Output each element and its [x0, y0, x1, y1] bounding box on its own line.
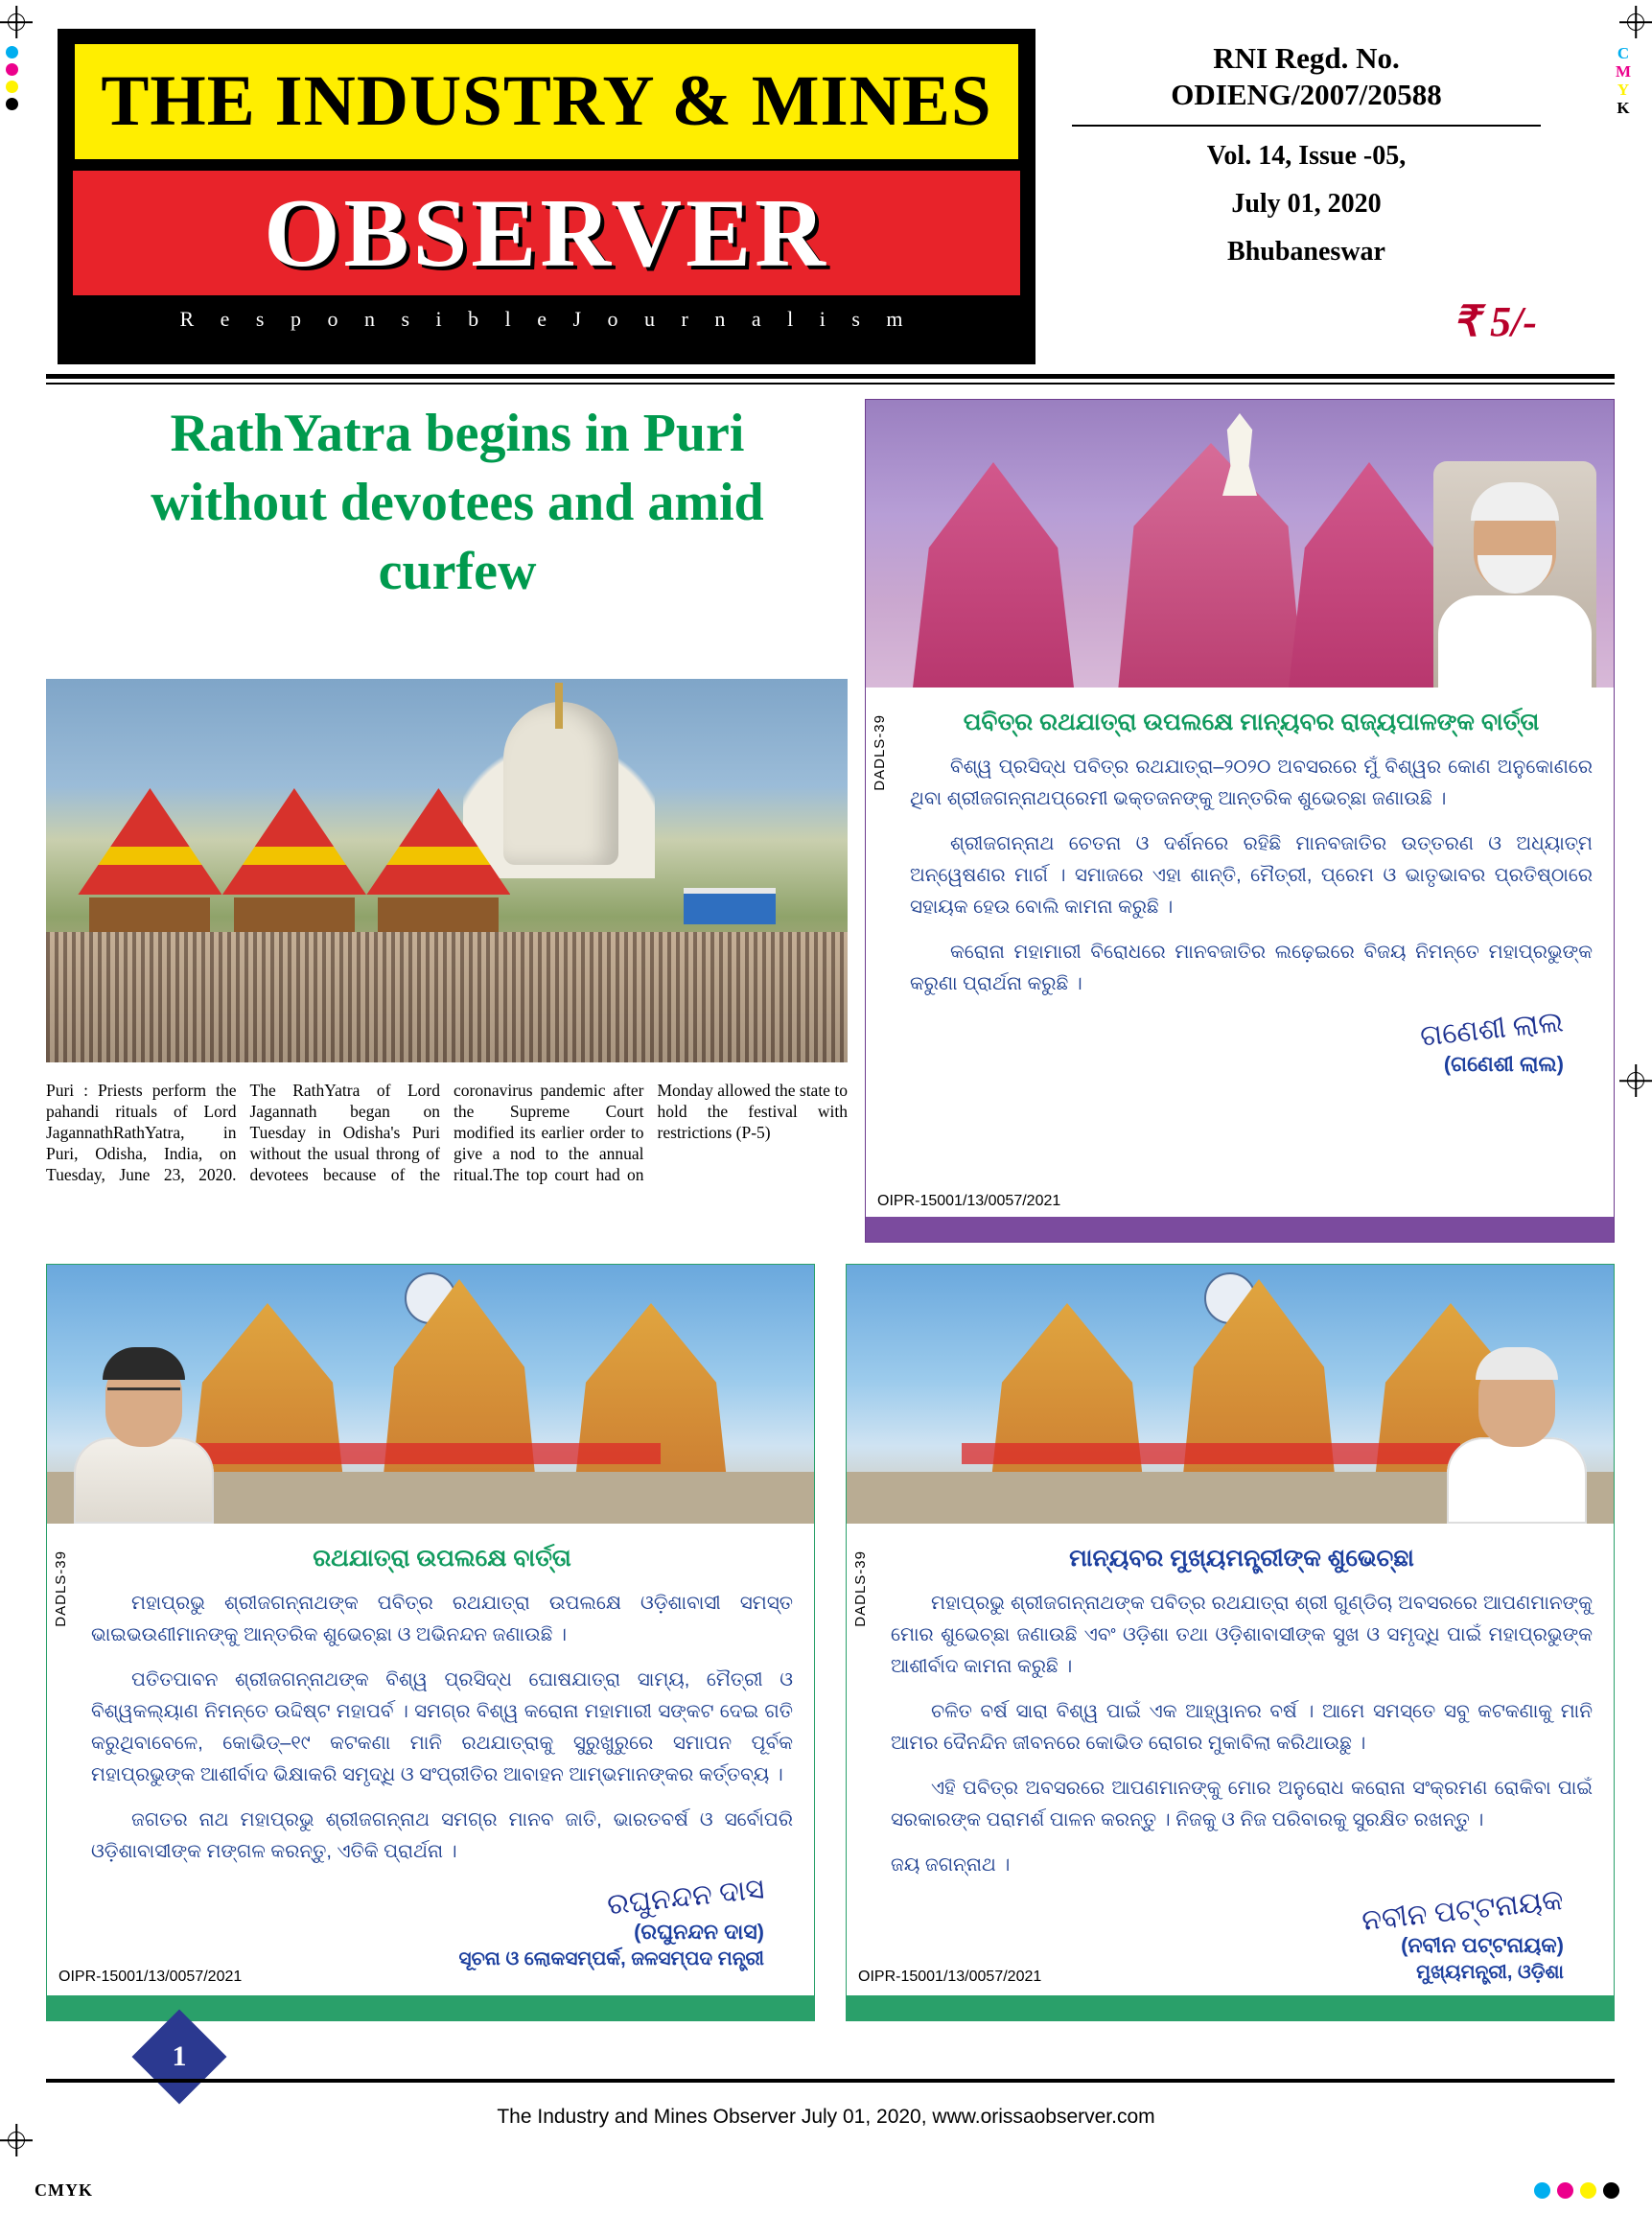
bus — [684, 888, 776, 924]
ad-minister-footer-band — [47, 1995, 814, 2020]
ad-minister-body — [47, 1524, 814, 1995]
masthead — [58, 29, 1035, 364]
minister-portrait — [72, 1322, 216, 1524]
cmyk-letter-m: M — [1615, 62, 1631, 81]
chariot-2 — [222, 788, 366, 932]
ad-minister-side-code: DADLS-39 — [53, 1550, 69, 1627]
ad-minister-paragraph-2: ପତିତପାବନ ଶ୍ରୀଜଗନ୍ନାଥଙ୍କ ବିଶ୍ୱ ପ୍ରସିଦ୍ଧ ଘୋଷଯାତ୍ରା ସାମ୍ୟ, ମୈତ୍ରୀ ଓ ବିଶ୍ୱକଲ୍ୟାଣ ନିମନ୍ତେ ଉଦ୍ଦିଷ୍ଟ ମହାପର୍ବ । ସମଗ୍ର ବିଶ୍ୱ କରୋନା ମହାମାରୀ ସଙ୍କଟ ଦେଇ ଗତି କରୁଥିବାବେଳେ, କୋଭିଡ୍–୧୯ କଟକଣା ମାନି ରଥଯାତ୍ରାକୁ ସୁରୁଖୁରୁରେ ସମାପନ ପୂର୍ବକ ମହାପ୍ରଭୁଙ୍କ ଆଶୀର୍ବାଦ ଭିକ୍ଷାକରି ସମୃଦ୍ଧି ଓ ସଂପ୍ରୀତିର ଆବାହନ ଆମ୍ଭମାନଙ୍କର କର୍ତ୍ତବ୍ୟ । — [91, 1669, 793, 1785]
chariot-1 — [78, 788, 221, 932]
ad-cm-footer-band — [847, 1995, 1614, 2020]
ad-minister — [46, 1264, 815, 2021]
page-number: 1 — [172, 2040, 187, 2072]
masthead-title: THE INDUSTRY & MINES — [101, 61, 992, 141]
header-rule-thick — [46, 374, 1615, 379]
cmyk-letter-y: Y — [1617, 81, 1630, 99]
masthead-title-band — [73, 42, 1020, 161]
ad-minister-title: ରଥଯାତ୍ରା ଉପଲକ୍ଷେ ବାର୍ତ୍ତା — [313, 1545, 571, 1572]
masthead-tagline: R e s p o n s i b l e J o u r n a l i s m — [179, 307, 914, 331]
ad-minister-signature-block — [91, 1873, 793, 1970]
ad-governor-signature-name: (ଗଣେଶୀ ଲାଲ) — [1443, 1052, 1564, 1076]
cover-price: ₹ 5/- — [1453, 298, 1537, 345]
ad-cm-body — [847, 1524, 1614, 1995]
ad-governor-footer-band — [866, 1217, 1614, 1242]
cmyk-letter-c: C — [1617, 44, 1630, 62]
ad-cm-paragraph-2: ଚଳିତ ବର୍ଷ ସାରା ବିଶ୍ୱ ପାଇଁ ଏକ ଆହ୍ୱାନର ବର୍ଷ । ଆମେ ସମସ୍ତେ ସବୁ କଟକଣାକୁ ମାନି ଆମର ଦୈନନ୍ଦିନ ଜୀବନରେ କୋଭିଡ ରୋଗର ମୁକାବିଲା କରିଥାଉଛୁ । — [891, 1701, 1593, 1754]
ad-cm-signature-role: ମୁଖ୍ୟମନ୍ତ୍ରୀ, ଓଡ଼ିଶା — [1416, 1962, 1564, 1983]
ad-minister-oipr: OIPR-15001/13/0057/2021 — [58, 1969, 243, 1985]
ad-governor — [865, 399, 1615, 1243]
ad-governor-paragraph-2: ଶ୍ରୀଜଗନ୍ନାଥ ଚେତନା ଓ ଦର୍ଶନରେ ରହିଛି ମାନବଜାତିର ଉତ୍ତରଣ ଓ ଅଧ୍ୟାତ୍ମ ଅନ୍ୱେଷଣର ମାର୍ଗ । ସମାଜରେ ଏହା ଶାନ୍ତି, ମୈତ୍ରୀ, ପ୍ରେମ ଓ ଭାତୃଭାବର ପ୍ରତିଷ୍ଠାରେ ସହାୟକ ହେଉ ବୋଲି କାମନା କରୁଛି । — [910, 833, 1593, 918]
ad-governor-paragraph-3: କରୋନା ମହାମାରୀ ବିରୋଧରେ ମାନବଜାତିର ଲଢ଼େଇରେ ବିଜୟ ନିମନ୍ତେ ମହାପ୍ରଭୁଙ୍କ କରୁଣା ପ୍ରାର୍ଥନା କରୁଛି । — [910, 942, 1593, 994]
ad-minister-paragraph-3: ଜଗତର ନାଥ ମହାପ୍ରଭୁ ଶ୍ରୀଜଗନ୍ନାଥ ସମଗ୍ର ମାନବ ଜାତି, ଭାରତବର୍ଷ ଓ ସର୍ବୋପରି ଓଡ଼ିଶାବାସୀଙ୍କ ମଙ୍ଗଳ କରନ୍ତୁ, ଏତିକି ପ୍ରାର୍ଥନା । — [91, 1809, 793, 1862]
ad-cm-side-code: DADLS-39 — [852, 1550, 869, 1627]
header-rule-thin — [46, 383, 1615, 385]
footer-text: The Industry and Mines Observer July 01, 2020, www.orissaobserver.com — [497, 2106, 1155, 2128]
chariot-left — [893, 462, 1094, 688]
temple-spire — [555, 683, 563, 729]
lead-headline: RathYatra begins in Puri without devotees and amid curfew — [151, 404, 764, 601]
ad-minister-signature: ରଘୁନନ୍ଦନ ଦାସ — [605, 1873, 766, 1922]
footer-rule — [46, 2079, 1615, 2083]
ad-governor-photo — [866, 400, 1614, 688]
ad-cm-paragraph-1: ମହାପ୍ରଭୁ ଶ୍ରୀଜଗନ୍ନାଥଙ୍କ ପବିତ୍ର ରଥଯାତ୍ରା ଶ୍ରୀ ଗୁଣ୍ଡିଚା ଅବସରରେ ଆପଣମାନଙ୍କୁ ମୋର ଶୁଭେଚ୍ଛା ଜଣାଉଛି ଏବଂ ଓଡ଼ିଶା ତଥା ଓଡ଼ିଶାବାସୀଙ୍କ ସୁଖ ଓ ସମୃଦ୍ଧି ପାଇଁ ମହାପ୍ରଭୁଙ୍କ ଆଶୀର୍ବାଦ କାମନା କରୁଛି । — [891, 1593, 1593, 1677]
ad-cm-paragraph-3: ଏହି ପବିତ୍ର ଅବସରରେ ଆପଣମାନଙ୍କୁ ମୋର ଅନୁରୋଧ କରୋନା ସଂକ୍ରମଣ ରୋକିବା ପାଇଁ ସରକାରଙ୍କ ପରାମର୍ଶ ପାଳନ କରନ୍ତୁ । ନିଜକୁ ଓ ନିଜ ପରିବାରକୁ ସୁରକ୍ଷିତ ରଖନ୍ତୁ । — [891, 1778, 1593, 1830]
ad-governor-title: ପବିତ୍ର ରଥଯାତ୍ରା ଉପଲକ୍ଷେ ମାନ୍ୟବର ରାଜ୍ୟପାଳଙ୍କ ବାର୍ତ୍ତା — [963, 709, 1540, 735]
issue-place: Bhubaneswar — [1227, 237, 1385, 267]
photo-banner — [162, 1443, 661, 1464]
ad-governor-signature-block — [910, 1006, 1593, 1077]
ad-governor-body — [866, 688, 1614, 1220]
ad-cm-paragraph-4: ଜୟ ଜଗନ୍ନାଥ । — [891, 1854, 1011, 1876]
masthead-subtitle-band — [73, 171, 1020, 295]
governor-portrait — [1433, 461, 1596, 688]
ad-cm-signature: ନବୀନ ପଟ୍ଟନାୟକ — [1360, 1884, 1566, 1937]
ad-minister-photo — [47, 1265, 814, 1524]
crowd — [46, 932, 848, 1062]
ad-chief-minister — [846, 1264, 1615, 2021]
ad-governor-paragraph-1: ବିଶ୍ୱ ପ୍ରସିଦ୍ଧ ପବିତ୍ର ରଥଯାତ୍ରା–୨୦୨୦ ଅବସରରେ ମୁଁ ବିଶ୍ୱର କୋଣ ଅନୁକୋଣରେ ଥିବା ଶ୍ରୀଜଗନ୍ନାଥପ୍ରେମୀ ଭକ୍ତଜନଙ୍କୁ ଆନ୍ତରିକ ଶୁଭେଚ୍ଛା ଜଣାଉଛି । — [910, 757, 1593, 809]
ad-cm-oipr: OIPR-15001/13/0057/2021 — [858, 1969, 1042, 1985]
ad-minister-signature-role: ସୂଚନା ଓ ଲୋକସମ୍ପର୍କ, ଜଳସମ୍ପଦ ମନ୍ତ୍ରୀ — [458, 1948, 764, 1969]
masthead-subtitle: OBSERVER — [264, 178, 829, 288]
ad-minister-signature-name: (ରଘୁନନ୍ଦନ ଦାସ) — [634, 1920, 764, 1944]
chief-minister-portrait — [1445, 1322, 1589, 1524]
header-divider — [1072, 125, 1541, 127]
cmyk-label-bottom: CMYK — [35, 2180, 93, 2200]
rni-line-1: RNI Regd. No. — [1213, 41, 1400, 75]
newspaper-page — [21, 17, 1631, 2196]
ad-cm-signature-name: (ନବୀନ ପଟ୍ଟନାୟକ) — [1401, 1933, 1564, 1957]
ad-governor-oipr: OIPR-15001/13/0057/2021 — [877, 1193, 1061, 1209]
ad-governor-signature: ଗଣେଶୀ ଲାଲ — [1418, 1006, 1566, 1053]
cmyk-color-bars — [6, 46, 18, 110]
issue-date: July 01, 2020 — [1231, 189, 1382, 219]
ad-governor-side-code: DADLS-39 — [872, 714, 888, 791]
lead-caption: Puri : Priests perform the pahandi rituals of Lord JagannathRathYatra, in Puri, Odisha, India, on Tuesday, June 23, 2020. The RathYatra of Lord Jagannath began on Tuesday in Odisha's Puri without the usual throng of devotees because of the coronavirus pandemic after the Supreme Court modified its earlier order to give a nod to the annual ritual.The top court had on Monday allowed the state to hold the festival with restrictions (P-5) — [46, 1081, 848, 1184]
rni-line-2: ODIENG/2007/20588 — [1171, 78, 1442, 111]
ad-minister-paragraph-1: ମହାପ୍ରଭୁ ଶ୍ରୀଜଗନ୍ନାଥଙ୍କ ପବିତ୍ର ରଥଯାତ୍ରା ଉପଲକ୍ଷେ ଓଡ଼ିଶାବାସୀ ସମସ୍ତ ଭାଇଭଉଣୀମାନଙ୍କୁ ଆନ୍ତରିକ ଶୁଭେଚ୍ଛା ଓ ଅଭିନନ୍ଦନ ଜଣାଉଛି । — [91, 1593, 793, 1645]
photo-banner — [962, 1443, 1460, 1464]
issue-volume: Vol. 14, Issue -05, — [1206, 141, 1407, 171]
ad-cm-photo — [847, 1265, 1614, 1524]
page-number-badge — [132, 2010, 227, 2105]
lead-photo — [46, 679, 848, 1062]
cmyk-letter-k: K — [1617, 99, 1630, 117]
chariot-3 — [366, 788, 510, 932]
chariot-middle — [1101, 443, 1321, 688]
ad-cm-title: ମାନ୍ୟବର ମୁଖ୍ୟମନ୍ତ୍ରୀଙ୍କ ଶୁଭେଚ୍ଛା — [1069, 1545, 1414, 1572]
header-meta — [1055, 40, 1558, 346]
